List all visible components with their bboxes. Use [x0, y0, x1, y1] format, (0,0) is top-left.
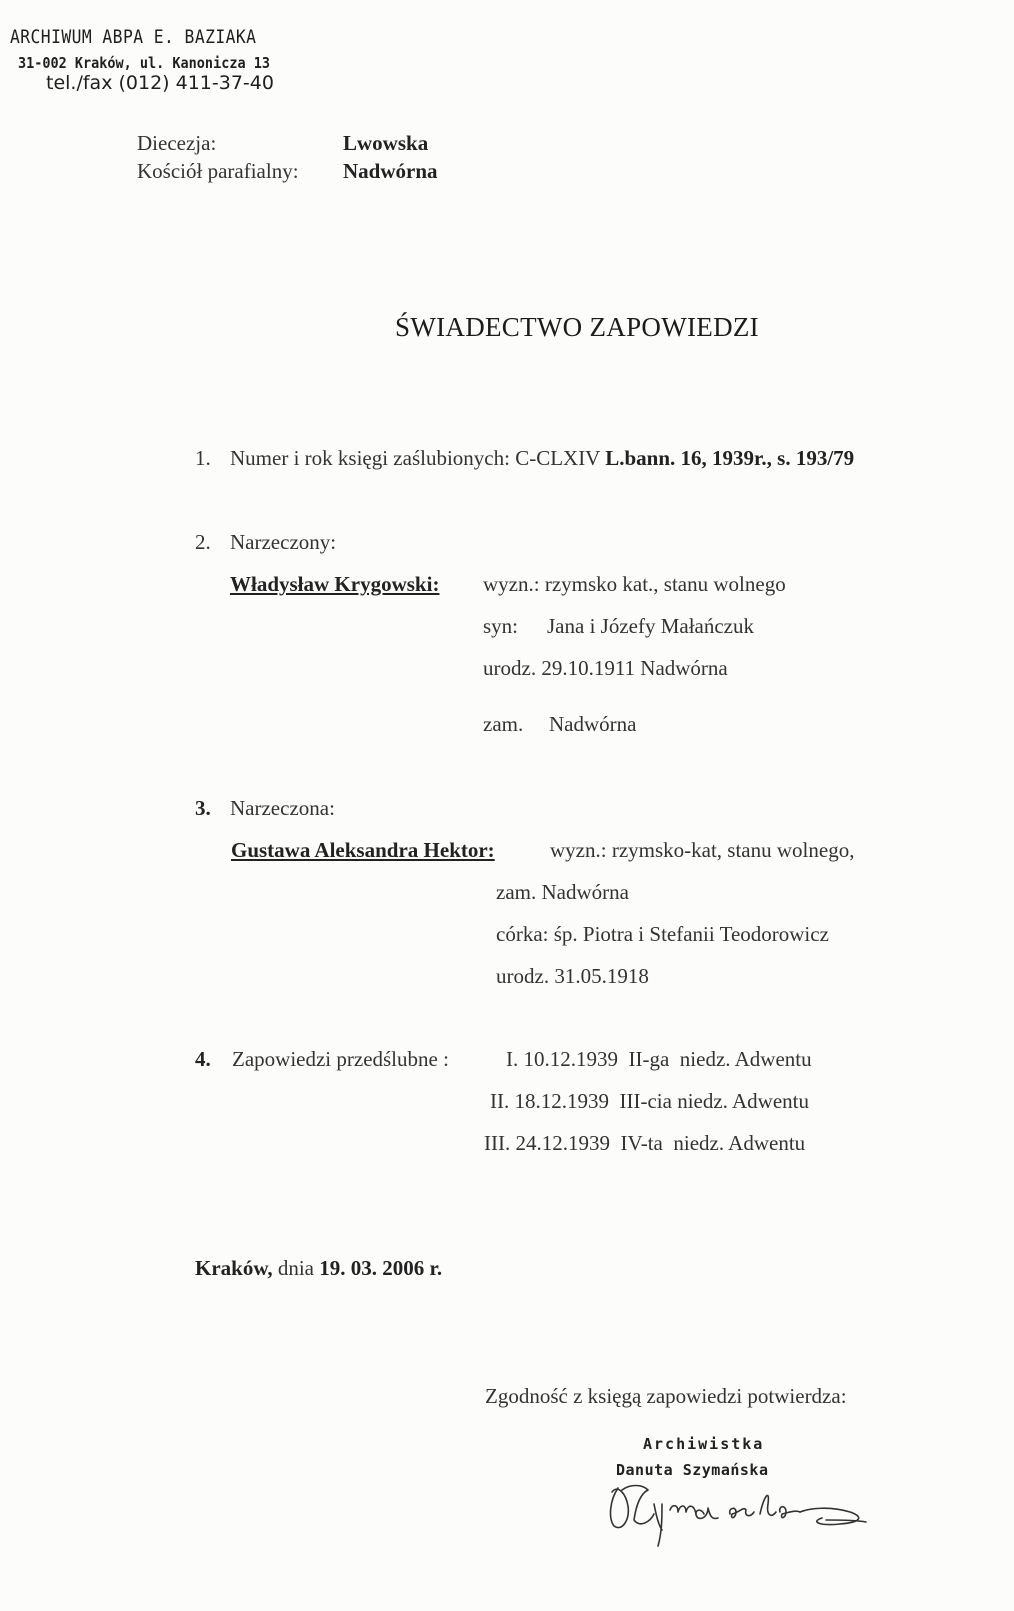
groom-label: Narzeczony: — [230, 530, 337, 554]
parish-label: Kościół parafialny: — [137, 159, 299, 183]
issue-place: Kraków, — [195, 1256, 273, 1280]
banns-date: 10.12.1939 — [523, 1047, 618, 1071]
banns-sunday: IV-ta niedz. Adwentu — [620, 1131, 806, 1155]
banns-sunday: II-ga niedz. Adwentu — [628, 1047, 812, 1071]
banns-sunday: III-cia niedz. Adwentu — [619, 1089, 810, 1113]
marriage-book-value: L.bann. 16, 1939r., s. 193/79 — [605, 446, 855, 470]
banns-date: 24.12.1939 — [515, 1131, 610, 1155]
signature — [600, 1470, 880, 1555]
archive-stamp-phone: tel./fax (012) 411-37-40 — [46, 72, 274, 94]
groom-religion: wyzn.: rzymsko kat., stanu wolnego — [483, 572, 786, 596]
groom-birth: urodz. 29.10.1911 Nadwórna — [483, 656, 728, 680]
banns-ordinal: I. — [506, 1047, 519, 1071]
signature-icon — [600, 1470, 880, 1550]
banns-label: Zapowiedzi przedślubne : — [232, 1047, 449, 1071]
issue-date: 19. 03. 2006 r. — [319, 1256, 443, 1280]
banns-row — [484, 1131, 805, 1156]
marriage-book-label: Numer i rok księgi zaślubionych: C-CLXIV — [230, 446, 600, 470]
archivist-name: Danuta Szymańska — [616, 1461, 769, 1479]
groom-parents-label: syn: — [483, 614, 519, 638]
groom-name: Władysław Krygowski: — [230, 572, 440, 596]
archive-stamp-name: ARCHIWUM ABPA E. BAZIAKA — [10, 26, 257, 48]
bride-label: Narzeczona: — [230, 796, 335, 820]
document-title: ŚWIADECTWO ZAPOWIEDZI — [395, 312, 759, 342]
banns-ordinal: III. — [484, 1131, 511, 1155]
bride-birth: urodz. 31.05.1918 — [496, 964, 649, 988]
archivist-title: Archiwistka — [643, 1435, 765, 1453]
confirmation-text: Zgodność z księgą zapowiedzi potwierdza: — [485, 1384, 847, 1408]
diocese-value: Lwowska — [343, 131, 429, 155]
banns-row — [506, 1047, 812, 1072]
issue-date-prefix: dnia — [277, 1256, 314, 1280]
bride-name: Gustawa Aleksandra Hektor: — [231, 838, 495, 862]
diocese-label: Diecezja: — [137, 131, 217, 155]
groom-residence-label: zam. — [483, 712, 524, 736]
item-1-line — [230, 446, 854, 471]
banns-date: 18.12.1939 — [514, 1089, 609, 1113]
bride-residence: zam. Nadwórna — [496, 880, 629, 904]
bride-religion: wyzn.: rzymsko-kat, stanu wolnego, — [550, 838, 855, 862]
banns-ordinal: II. — [490, 1089, 510, 1113]
bride-parents: córka: śp. Piotra i Stefanii Teodorowicz — [496, 922, 829, 946]
item-1-number: 1. — [195, 446, 211, 470]
banns-row — [490, 1089, 809, 1114]
groom-parents: Jana i Józefy Małańczuk — [547, 614, 754, 638]
archive-stamp-address: 31-002 Kraków, ul. Kanonicza 13 — [18, 54, 270, 72]
issue-date-line — [195, 1256, 442, 1281]
item-2-number: 2. — [195, 530, 211, 554]
item-3-number: 3. — [195, 796, 211, 820]
groom-residence: Nadwórna — [549, 712, 637, 736]
item-4-number: 4. — [195, 1047, 211, 1071]
parish-value: Nadwórna — [343, 159, 438, 183]
